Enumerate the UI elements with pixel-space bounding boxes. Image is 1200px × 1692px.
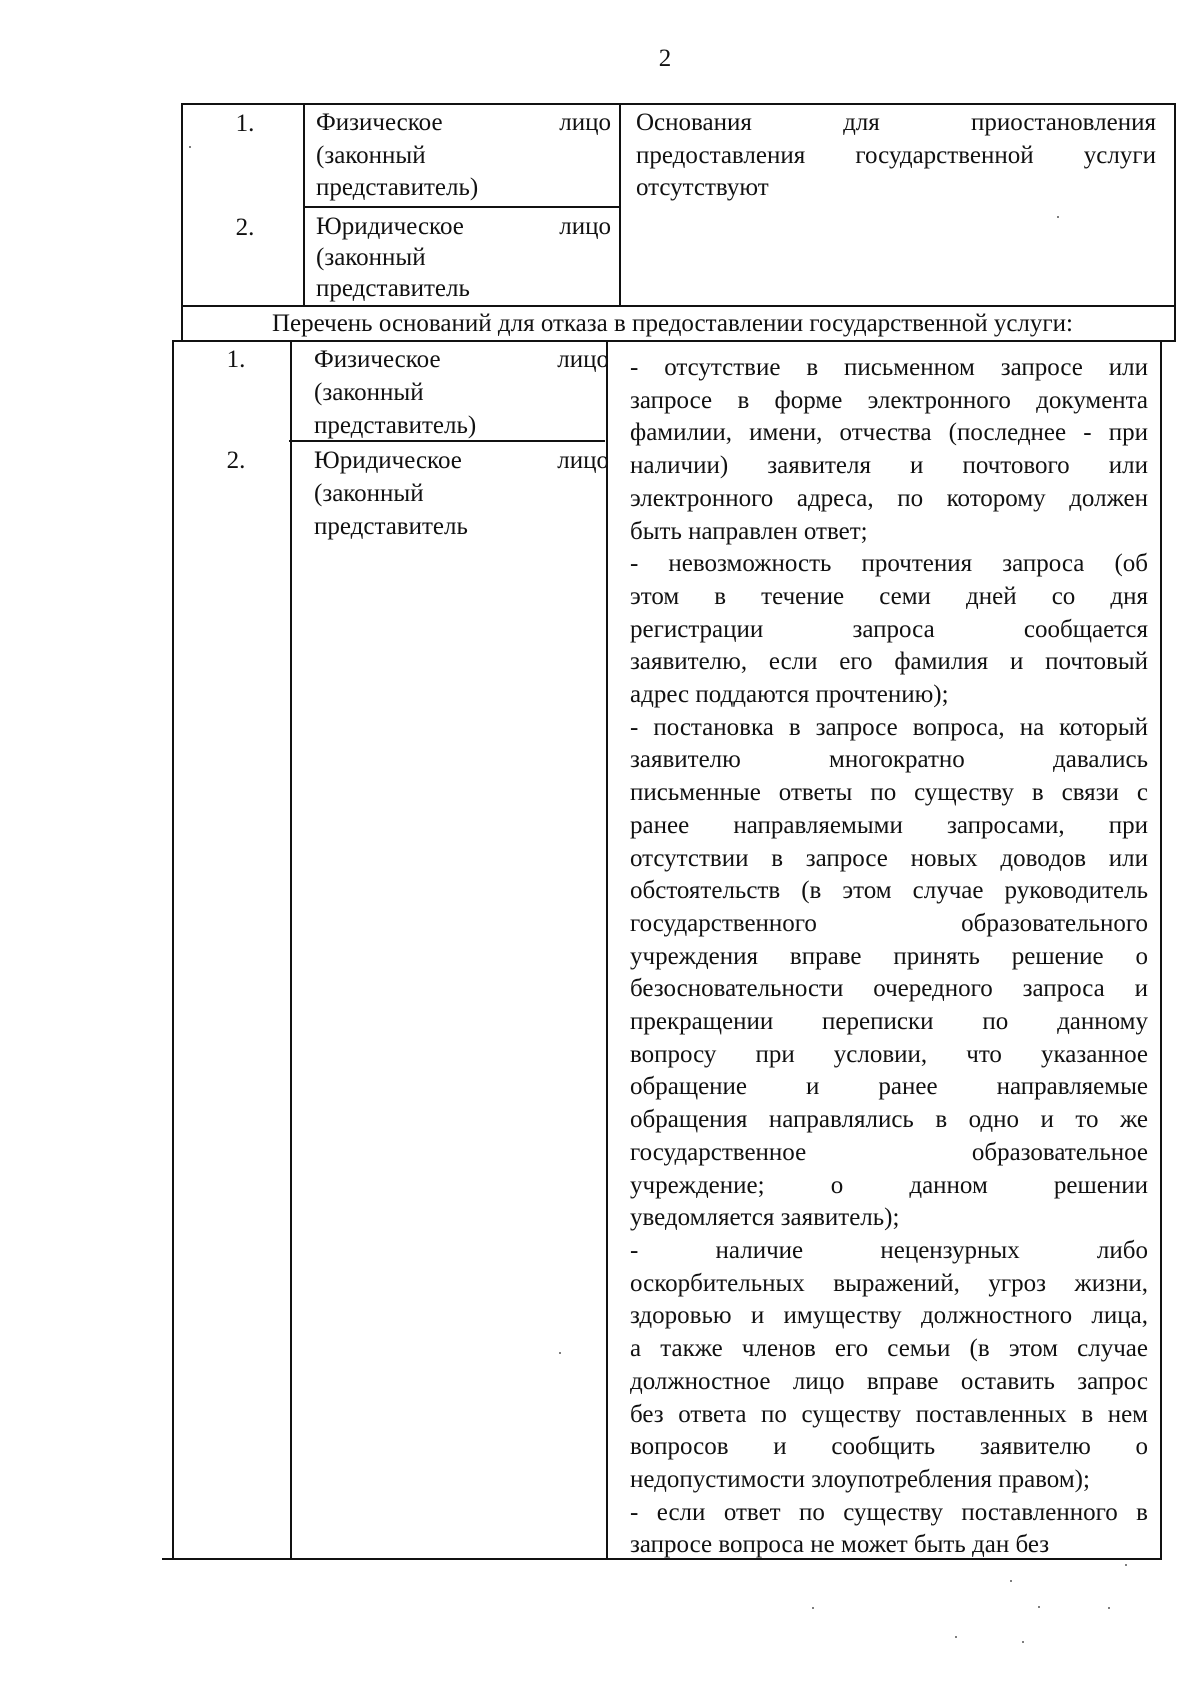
cell-line: представитель <box>316 275 470 302</box>
text-line: уведомляется заявитель); <box>630 1204 900 1232</box>
text-line: вопросов и сообщить заявителю о <box>630 1433 1148 1461</box>
scan-speck <box>1038 1606 1040 1608</box>
text-line: регистрации запроса сообщается <box>630 615 1148 643</box>
text-line: учреждения вправе принять решение о <box>630 942 1148 970</box>
text-line: ранее направляемыми запросами, при <box>630 811 1148 839</box>
text-line: учреждение; о данном решении <box>630 1171 1148 1199</box>
text-line: прекращении переписки по данному <box>630 1008 1148 1036</box>
row-divider <box>303 206 619 208</box>
row-number: 1. <box>226 346 246 373</box>
text-line: адрес поддаются прочтению); <box>630 681 949 709</box>
scan-speck <box>1057 216 1059 218</box>
page-number: 2 <box>658 45 672 72</box>
row-divider <box>181 305 1175 307</box>
text-line: - если ответ по существу поставленного в <box>630 1498 1148 1526</box>
text-line: - невозможность прочтения запроса (об <box>630 550 1148 578</box>
text-line: государственного образовательного <box>630 909 1148 937</box>
text-line: - наличие нецензурных либо <box>630 1236 1148 1264</box>
column-divider <box>619 103 621 306</box>
text-line: фамилии, имени, отчества (последнее - при <box>630 419 1148 447</box>
text-line: без ответа по существу поставленных в нем <box>630 1400 1148 1428</box>
text-line: заявителю, если его фамилия и почтовый <box>630 648 1148 676</box>
cell-line: Физическое лицо <box>316 109 611 136</box>
scan-speck <box>1108 1607 1110 1609</box>
scan-speck <box>955 1636 957 1638</box>
scan-speck <box>812 1607 814 1609</box>
cell-line: (законный <box>314 480 424 507</box>
text-line: государственное образовательное <box>630 1138 1148 1166</box>
text-line: здоровью и имуществу должностного лица, <box>630 1302 1148 1330</box>
applicant-type-cell <box>314 444 609 543</box>
cell-line: Юридическое лицо <box>314 447 609 474</box>
applicant-type-cell <box>316 107 611 205</box>
text-line: электронного адреса, по которому должен <box>630 484 1148 512</box>
text-line: вопросу при условии, что указанное <box>630 1040 1148 1068</box>
text-line: письменные ответы по существу в связи с <box>630 779 1148 807</box>
cell-line: Физическое лицо <box>314 346 609 373</box>
applicant-type-cell <box>314 343 609 442</box>
scan-speck <box>189 146 191 148</box>
text-line: обращения направлялись в одно и то же <box>630 1106 1148 1134</box>
scan-speck <box>1022 1641 1024 1643</box>
cell-line: (законный <box>316 141 426 169</box>
row-number: 2. <box>226 447 246 474</box>
text-line: а также членов его семьи (в этом случае <box>630 1335 1148 1363</box>
row-number: 1. <box>235 110 255 137</box>
applicant-type-cell <box>316 211 611 304</box>
table-left-border <box>181 103 183 306</box>
text-line: недопустимости злоупотребления правом); <box>630 1465 1090 1493</box>
text-line: обращение и ранее направляемые <box>630 1073 1148 1101</box>
text-line: обстоятельств (в этом случае руководитель <box>630 877 1148 905</box>
text-line: заявителю многократно давались <box>630 746 1148 774</box>
text-line: предоставления государственной услуги <box>636 141 1156 169</box>
scan-speck <box>1125 1564 1127 1566</box>
text-line: - постановка в запросе вопроса, на который <box>630 713 1148 741</box>
refusal-grounds-text <box>630 352 1148 1562</box>
text-line: отсутствии в запросе новых доводов или <box>630 844 1148 872</box>
text-line: запросе вопроса не может быть дан без <box>630 1531 1050 1559</box>
text-line: быть направлен ответ; <box>630 517 868 545</box>
table-right-border <box>1160 340 1162 1559</box>
row-divider <box>174 340 1176 342</box>
cell-line: представитель <box>314 513 468 540</box>
text-line: - отсутствие в письменном запросе или <box>630 354 1148 381</box>
scan-speck <box>559 1352 561 1354</box>
row-number: 2. <box>235 214 255 241</box>
suspension-grounds-text <box>636 107 1156 205</box>
scan-speck <box>1010 1580 1012 1582</box>
text-line: должностное лицо вправе оставить запрос <box>630 1367 1148 1395</box>
section-heading: Перечень оснований для отказа в предоставлении государственной услуги: <box>272 310 1073 337</box>
cell-line: (законный <box>314 379 424 406</box>
table-top-border <box>181 103 1175 105</box>
cell-line: представитель) <box>314 412 477 439</box>
cell-line: (законный <box>316 244 426 271</box>
text-line: Основания для приостановления <box>636 109 1156 136</box>
text-line: наличии) заявителя и почтового или <box>630 452 1148 480</box>
column-divider <box>290 340 292 1559</box>
table-left-border <box>172 340 174 1559</box>
table-right-border <box>1174 103 1176 341</box>
cell-line: Юридическое лицо <box>316 213 611 240</box>
text-line: безосновательности очередного запроса и <box>630 975 1148 1003</box>
text-line: оскорбительных выражений, угроз жизни, <box>630 1269 1148 1297</box>
text-line: отсутствуют <box>636 174 769 201</box>
cell-line: представитель) <box>316 174 479 201</box>
text-line: этом в течение семи дней со дня <box>630 582 1148 610</box>
text-line: запросе в форме электронного документа <box>630 386 1148 414</box>
